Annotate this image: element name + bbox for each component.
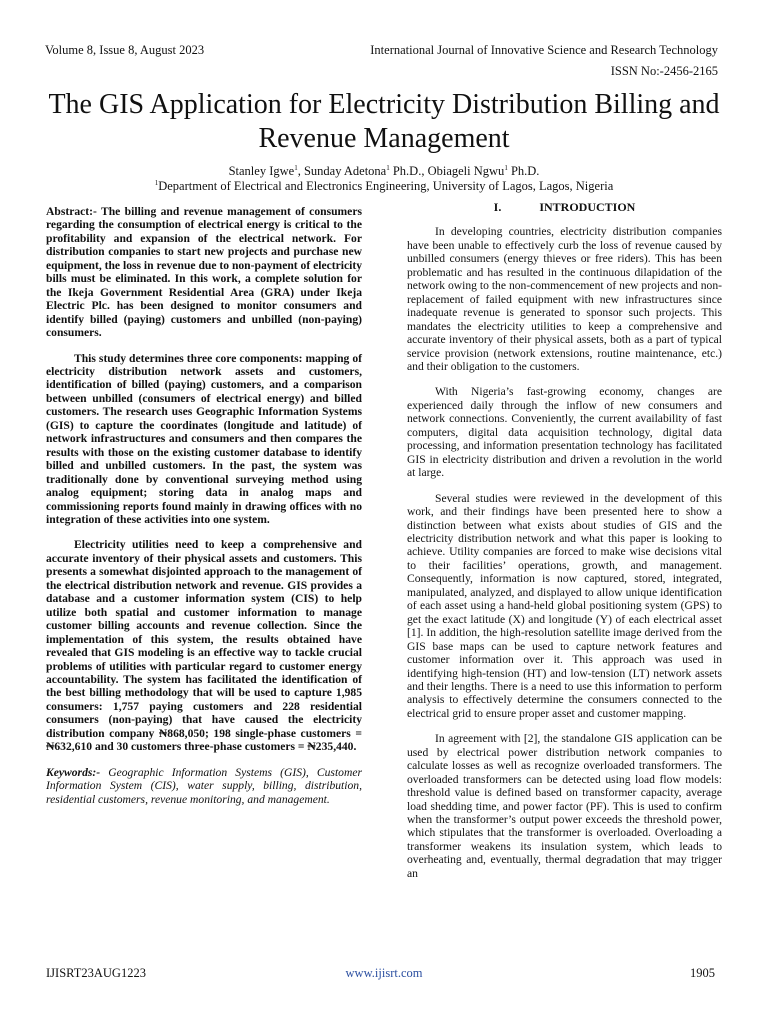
left-column [46, 205, 362, 818]
author-3: Ph.D., Obiageli Ngwu [389, 164, 505, 178]
author-3-suffix: Ph.D. [507, 164, 540, 178]
issn: ISSN No:-2456-2165 [610, 64, 718, 78]
intro-paragraph-4: In agreement with [2], the standalone GIS application can be used by electrical power distribution network companies to calculate losses as well as recognize overloaded transformers. The overloaded transformers can be detected using load flow models: threshold value is defined based on transformer capacity, average load shedding time, and power factor (PF). This is used to confirm when the transformer’s output power exceeds the threshold power, which stipulates that the transformer is overloaded. Overloading a transformer weakens its insulation system, which leads to overheating and, eventually, thermal degradation that may trigger an [407, 732, 722, 880]
intro-paragraph-3: Several studies were reviewed in the development of this work, and their findings have been presented here to show a distinction between what exists about studies of GIS and the electricity distribution network and what this paper is looking to achieve. Utility companies are forced to make wise decisions vital to their facilities’ operations, growth, and management. Consequently, information is now captured, stored, integrated, manipulated, analyzed, and displayed to allow unique identification of each asset using a hand-held global positioning system (GPS) to get the exact latitude (X) and longitude (Y) of each electrical asset [1]. In addition, the high-resolution satellite image derived from the GIS base maps can be used to capture network features and customer information over it. This approach was used in identifying high-tension (HT) and low-tension (LT) network assets and their lengths. There is a need to use this information to perform analysis to effectively determine the consumers connected to the electrical grid to ensure proper asset and customer mapping. [407, 491, 722, 720]
author-3-affil-mark: 1 [504, 163, 508, 172]
keywords [46, 766, 362, 806]
abstract-paragraph-2: This study determines three core components: mapping of electricity distribution network assets and customers, identification of billed (paying) customers, and a comparison between unbilled (consumers of electrical energy) and billed customers. The research uses Geographic Information Systems (GIS) to capture the coordinates (longitude and latitude) of network infrastructures and consumers and then compares the results with those on the existing customer database to identify billed and unbilled customers. In the past, the system was traditionally done by conventional surveying method using analog equipment; storing data in analog maps and commissioning reports found mainly in drawing offices with no integration of these activities into one system. [46, 351, 362, 526]
author-2: , Sunday Adetona [297, 164, 387, 178]
paper-title: The GIS Application for Electricity Distribution Billing and Revenue Management [48, 89, 720, 154]
author-1-affil-mark: 1 [294, 163, 298, 172]
author-list [40, 164, 728, 179]
affiliation-mark: 1 [154, 178, 159, 187]
right-column [407, 201, 722, 892]
section-heading-introduction [407, 201, 722, 214]
intro-paragraph-2: With Nigeria’s fast-growing economy, changes are experienced daily through the inflow of new consumers and network connections. Conveniently, the current availability of fast computers, digital data acquisition technology, digital data processing, and information presentation technology has facilitated GIS in electricity distribution and driven a revolution in the world at large. [407, 385, 722, 480]
keywords-label: Keywords:- [46, 765, 101, 779]
intro-paragraph-1: In developing countries, electricity distribution companies have been unable to effectively curb the loss of revenue caused by unbilled consumers (energy thieves or free riders). This has been problematic and has resulted in the continuous dilapidation of the network owing to the non-commencement of new projects and non-replacement of failed equipment with new infrastructures since inadequate revenue is generated to sponsor such projects. This mandates the electricity utilities to keep a comprehensive and accurate inventory of their physical assets, both as a part of typical service provision (network extensions, routine maintenance, etc.) and their obligation to the customers. [407, 225, 722, 373]
abstract-paragraph-3: Electricity utilities need to keep a comprehensive and accurate inventory of their physical assets and customers. This presents a somewhat disjointed approach to the management of the electrical distribution network and revenue. GIS provides a database and a customer information system (CIS) to help utilize both spatial and customer information to manage customer billing accounts and revenue collection. Since the implementation of this system, the results obtained have revealed that GIS modeling is an effective way to tackle crucial problems of utilities with particular regard to customer energy accountability. The system has facilitated the identification of the best billing methodology that will be used to capture 1,985 consumers: 1,757 paying customers and 228 residential consumers (non-paying) that have caused the electricity distribution company ₦868,050; 198 single-phase customers = ₦632,610 and 30 customers three-phase customers = ₦235,440. [46, 538, 362, 754]
journal-website-link[interactable]: www.ijisrt.com [345, 966, 423, 980]
section-title: INTRODUCTION [539, 200, 636, 214]
keywords-text: Geographic Information Systems (GIS), Customer Information System (CIS), water supply, billing, distribution, residential customers, revenue monitoring, and management. [46, 765, 362, 806]
article-id: IJISRT23AUG1223 [46, 966, 146, 980]
volume-info: Volume 8, Issue 8, August 2023 [45, 43, 205, 57]
author-2-affil-mark: 1 [386, 163, 390, 172]
author-1: Stanley Igwe [228, 164, 295, 178]
affiliation-text: Department of Electrical and Electronics Engineering, University of Lagos, Lagos, Nigeria [158, 179, 614, 193]
section-number: I. [493, 200, 502, 214]
affiliation [40, 179, 728, 194]
page-number: 1905 [690, 966, 715, 980]
abstract-paragraph-1: Abstract:- The billing and revenue management of consumers regarding the consumption of electrical energy is critical to the profitability and expansion of the electrical network. For distribution companies to start new projects and purchase new equipment, the loss in revenue due to non-payment of electricity bills must be eliminated. In this work, a complete solution for the Ikeja Government Residential Area (GRA) under Ikeja Electric Plc. has been designed to monitor consumers and identify billed (paying) customers and unbilled (non-paying) consumers. [46, 205, 363, 340]
journal-name: International Journal of Innovative Science and Research Technology [370, 43, 718, 57]
